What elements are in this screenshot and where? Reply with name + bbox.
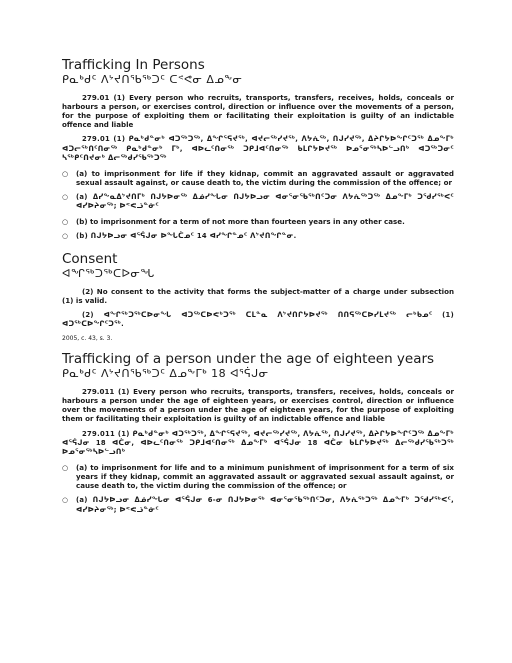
section-heading-trafficking: Trafficking In Persons (62, 57, 205, 73)
section-heading-syllabic: ᐊᖏᖅᑐᖅᑕᐅᓂᖓ (62, 266, 155, 280)
paragraph-syllabic: 279.01 (1) ᑭᓇᒃᑯᓐᓂᒃ ᐊᑐᖅᑐᖅ, ᐃᖏᕐᕋᔪᖅ, ᐊᔪᓕᖅᓯᔪᖅ, ᐱᔭᕇᖅ, ᑎᒍᓯᔪᖅ, ᐃᔨᒋᔭᐅᖏᑦᑐᖅ ᐃᓄᖕᒥᒃ ᐊᑐᓕᖅᑎᑦᑎᓂᖅ ᑭᓇᒃᑯᓐᓂᒃ ᒥᒃ, ᐊᐅᓚᑦᑎᓂᖅ ᑐᑭᒧᐊᑦᑎᓂᖅ ᑲᒪᒋᔭᐅᔪᖅ ᐅᓄᕐᓂᖅᓴᐅᓪᓗᑎᒃ ᐊᑐᖅᑐᓂᑦ ᓴᖅᑭᑦᑎᔪᓂᒃ ᐃᓕᖅᑯᓯᖃᖅᑐᖅ (62, 135, 454, 162)
paragraph-english: (2) No consent to the activity that forms the subject-matter of a charge under subsection (1) is valid. (62, 286, 454, 305)
section-heading-consent: Consent (62, 250, 118, 267)
list-item: ○ (a) to imprisonment for life and to a minimum punishment of imprisonment for a term of six years if they kidnap, commit an aggravated assault or aggravated sexual assault against, or cause death to, the victim during the commission of the offence; or (62, 463, 454, 491)
provision-list (62, 169, 454, 242)
bullet-icon: ○ (62, 168, 69, 178)
provision-list (62, 463, 454, 514)
bullet-icon: ○ (62, 232, 69, 241)
bullet-icon: ○ (62, 496, 69, 505)
list-item: ○ (a) to imprisonment for life if they kidnap, commit an aggravated assault or aggravated sexual assault against, or cause death to, the victim during the commission of the offence; or (62, 168, 454, 188)
paragraph-syllabic: (2) ᐊᖏᖅᑐᖅᑕᐅᓂᖓ ᐊᑐᖅᑕᐅᕙᒃᑐᖅ ᑕᒪᓐᓇ ᐱᔾᔪᑎᒋᔭᐅᔪᖅ ᑎᑎᕋᖅᑕᐅᓯᒪᔪᖅ ᓕᒃᑲᓄᑦ (1) ᐊᑐᖅᑕᐅᖏᑦᑐᖅ. (62, 310, 454, 328)
section-heading-syllabic: ᑭᓇᒃᑯᑦ ᐱᔾᔪᑎᖃᖅᑐᑦ ᐃᓄᖕᒥᒃ 18 ᐊᕐᕌᒍᓂ (62, 367, 269, 381)
bullet-icon: ○ (62, 193, 69, 202)
paragraph-english: 279.01 (1) Every person who recruits, transports, transfers, receives, holds, conceals or harbours a person, or exercises control, direction or influence over the movements of a person, for the purpose of exploiting them or facilitating their exploitation is guilty of an indictable offence and liable (62, 93, 454, 130)
list-item: ○ (a) ᑎᒍᔭᐅᓗᓂ ᐃᓅᓯᖓᓂ ᐊᕐᕌᒍᓂ 6-ᓂ ᑎᒍᔭᐅᓂᖅ ᐊᓂᕐᓂᖃᖅᑎᑦᑐᓂ, ᐱᔭᕇᖅᑐᖅ ᐃᓄᖕᒥᒃ ᑐᖁᓯᖅᐸᑦ, ᐊᓯᐅᔨᓂᖅ; ᐅᕝᕙᓘᓐᓃᑦ (62, 496, 454, 514)
bullet-icon: ○ (62, 463, 69, 473)
history-note: 2005, c. 43, s. 3. (62, 335, 113, 343)
list-item: ○ (b) ᑎᒍᔭᐅᓗᓂ ᐊᕐᕌᒍᓂ ᐅᖓᑖᓄᑦ 14 ᐊᓯᖏᓐᓄᑦ ᐱᔾᔪᑎᖏᓐᓂ. (62, 232, 297, 241)
bullet-icon: ○ (62, 217, 69, 227)
section-heading-trafficking-minor: Trafficking of a person under the age of eighteen years (62, 351, 435, 368)
paragraph-syllabic: 279.011 (1) ᑭᓇᒃᑯᓐᓂᒃ ᐊᑐᖅᑐᖅ, ᐃᖏᕐᕋᔪᖅ, ᐊᔪᓕᖅᓯᔪᖅ, ᐱᔭᕇᖅ, ᑎᒍᓯᔪᖅ, ᐃᔨᒋᔭᐅᖏᑦᑐᖅ ᐃᓄᖕᒥᒃ ᐊᕐᕌᒍᓂ 18 ᐊᑖᓂ, ᐊᐅᓚᑦᑎᓂᖅ ᑐᑭᒧᐊᑦᑎᓂᖅ ᐃᓄᖕᒥᒃ ᐊᕐᕌᒍᓂ 18 ᐊᑖᓂ ᑲᒪᒋᔭᐅᔪᖅ ᐃᓕᖅᑯᓯᖃᖅᑐᖅ ᐅᓄᕐᓂᖅᓴᐅᓪᓗᑎᒃ (62, 429, 454, 456)
section-heading-syllabic: ᑭᓇᒃᑯᑦ ᐱᔾᔪᑎᖃᖅᑐᑦ ᑕᕝᕙᓂ ᐃᓄᖕᓂ (62, 73, 243, 86)
list-item: ○ (a) ᐃᓯᖕᓇᐃᔾᔪᑎᒥᒃ ᑎᒍᔭᐅᓂᖅ ᐃᓅᓯᖓᓂ ᑎᒍᔭᐅᓗᓂ ᐊᓂᕐᓂᖃᖅᑎᑦᑐᓂ ᐱᔭᕇᖅᑐᖅ ᐃᓄᖕᒥᒃ ᑐᖁᓯᖅᐸᑦ ᐊᓯᐅᔨᓂᖅ; ᐅᕝᕙᓘᓐᓃᑦ (62, 193, 454, 211)
list-item: ○ (b) to imprisonment for a term of not more than fourteen years in any other case. (62, 217, 405, 227)
paragraph-english: 279.011 (1) Every person who recruits, transports, transfers, receives, holds, conceals or harbours a person under the age of eighteen years, or exercises control, direction or influence over the movements of a person under the age of eighteen years, for the purpose of exploiting them or facilitating their exploitation is guilty of an indictable offence and liable (62, 387, 454, 424)
